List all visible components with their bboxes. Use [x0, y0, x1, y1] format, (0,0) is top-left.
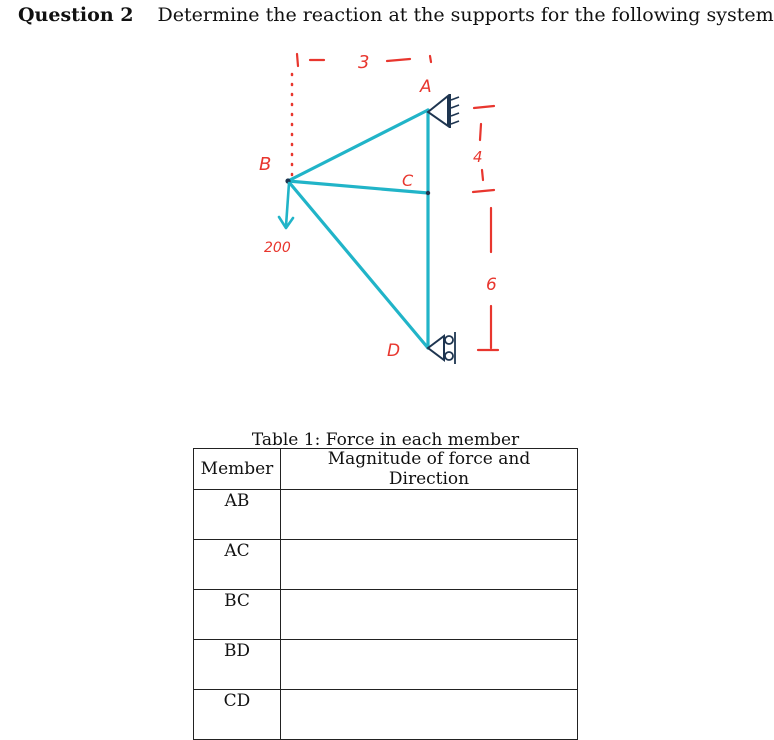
- table-row: [194, 540, 578, 590]
- question-heading: [18, 4, 774, 26]
- table-row: [194, 490, 578, 540]
- pin-support-a-icon: [428, 96, 448, 126]
- dim-h-line-right: [387, 59, 410, 61]
- member-name-cell: AC: [194, 540, 281, 590]
- dim-v-line-top-lower: [482, 170, 483, 180]
- member-forces-table: [193, 448, 578, 740]
- member-bd: [288, 181, 428, 348]
- dim-v-tick-mid: [473, 190, 494, 192]
- hatch-a-4: [451, 121, 459, 124]
- dim-top-label: 4: [473, 148, 483, 166]
- dim-horizontal-label: 3: [358, 52, 370, 73]
- member-name-cell: CD: [194, 690, 281, 740]
- hatch-a-1: [451, 97, 459, 100]
- question-number: Question 2: [18, 4, 134, 26]
- label-a: A: [420, 77, 432, 97]
- roller-d-wheel-bottom: [445, 352, 453, 360]
- hatch-a-2: [451, 105, 459, 108]
- member-name-cell: AB: [194, 490, 281, 540]
- question-text: Determine the reaction at the supports for the following system: [157, 4, 774, 26]
- force-answer-cell[interactable]: [281, 640, 578, 690]
- truss-diagram: [240, 40, 520, 370]
- member-name-cell: BD: [194, 640, 281, 690]
- joint-c: [426, 191, 430, 195]
- header-force: Magnitude of force and Direction: [281, 449, 578, 490]
- dim-bottom-label: 6: [486, 275, 497, 295]
- table-header-row: [194, 449, 578, 490]
- dim-v-line-top: [480, 124, 481, 140]
- load-arrow-shaft: [286, 183, 289, 226]
- label-c: C: [402, 171, 414, 190]
- dim-h-tick-left: [297, 54, 298, 66]
- label-d: D: [387, 341, 401, 361]
- dim-v-tick-top: [474, 106, 494, 108]
- hatch-a-3: [451, 113, 459, 116]
- table-caption: Table 1: Force in each member: [251, 430, 520, 450]
- force-answer-cell[interactable]: [281, 490, 578, 540]
- roller-support-d-icon: [428, 336, 444, 360]
- label-b: B: [259, 154, 272, 175]
- table-row: [194, 640, 578, 690]
- truss-svg: [240, 40, 520, 370]
- load-label: 200: [264, 240, 291, 256]
- force-answer-cell[interactable]: [281, 540, 578, 590]
- header-member: Member: [194, 449, 281, 490]
- member-name-cell: BC: [194, 590, 281, 640]
- dim-h-tick-right: [430, 56, 431, 62]
- table-row: [194, 690, 578, 740]
- table-row: [194, 590, 578, 640]
- force-answer-cell[interactable]: [281, 690, 578, 740]
- roller-d-wheel-top: [445, 336, 453, 344]
- force-answer-cell[interactable]: [281, 590, 578, 640]
